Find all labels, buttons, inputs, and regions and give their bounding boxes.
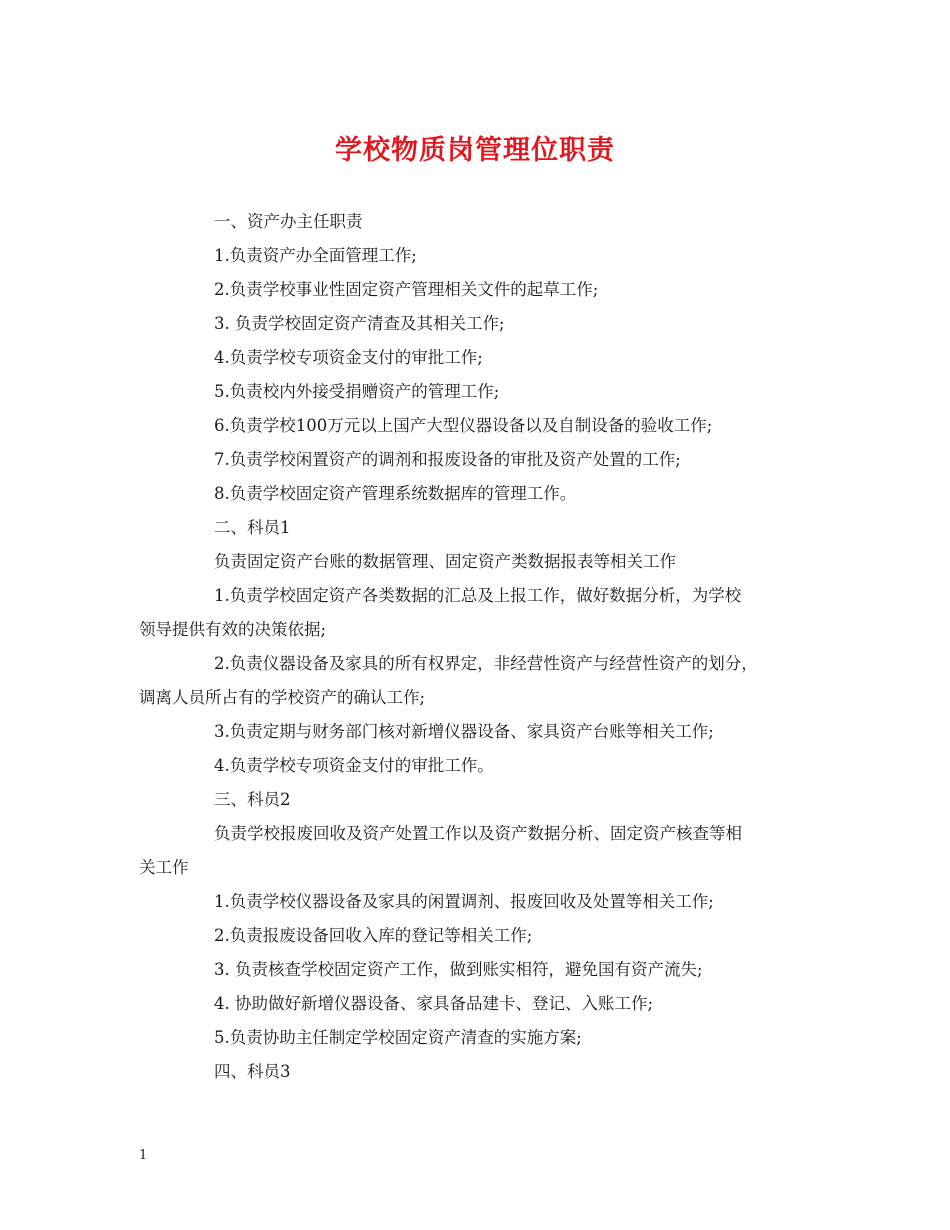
text-line: 调离人员所占有的学校资产的确认工作; — [139, 688, 426, 707]
text-line: 4.负责学校专项资金支付的审批工作。 — [214, 756, 494, 775]
text-line: 5.负责协助主任制定学校固定资产清查的实施方案; — [214, 1028, 582, 1047]
text-line: 关工作 — [139, 858, 189, 877]
text-line: 4.负责学校专项资金支付的审批工作; — [214, 348, 483, 367]
text-line: 2.负责学校事业性固定资产管理相关文件的起草工作; — [214, 280, 599, 299]
text-line: 负责学校报废回收及资产处置工作以及资产数据分析、固定资产核查等相 — [214, 824, 742, 843]
text-line: 二、科员1 — [214, 518, 291, 537]
text-line: 8.负责学校固定资产管理系统数据库的管理工作。 — [214, 484, 577, 503]
text-line: 四、科员3 — [214, 1062, 291, 1081]
text-line: 3. 负责核查学校固定资产工作，做到账实相符，避免国有资产流失; — [214, 960, 703, 979]
text-line: 5.负责校内外接受捐赠资产的管理工作; — [214, 382, 500, 401]
page-number: 1 — [139, 1148, 148, 1163]
document-body — [139, 205, 819, 1089]
text-line: 领导提供有效的决策依据; — [139, 620, 327, 639]
text-line: 7.负责学校闲置资产的调剂和报废设备的审批及资产处置的工作; — [214, 450, 681, 469]
text-line: 三、科员2 — [214, 790, 291, 809]
text-line: 一、资产办主任职责 — [214, 212, 363, 231]
text-line: 1.负责学校仪器设备及家具的闲置调剂、报废回收及处置等相关工作; — [214, 892, 714, 911]
text-line: 3.负责定期与财务部门核对新增仪器设备、家具资产台账等相关工作; — [214, 722, 714, 741]
text-line: 4. 协助做好新增仪器设备、家具备品建卡、登记、入账工作; — [214, 994, 654, 1013]
text-line: 负责固定资产台账的数据管理、固定资产类数据报表等相关工作 — [214, 552, 676, 571]
text-line: 1.负责资产办全面管理工作; — [214, 246, 417, 265]
page-title: 学校物质岗管理位职责 — [335, 135, 615, 166]
text-line: 2.负责仪器设备及家具的所有权界定，非经营性资产与经营性资产的划分， — [214, 654, 758, 673]
text-line: 3. 负责学校固定资产清查及其相关工作; — [214, 314, 505, 333]
text-line: 6.负责学校100万元以上国产大型仪器设备以及自制设备的验收工作; — [214, 416, 713, 435]
text-line: 2.负责报废设备回收入库的登记等相关工作; — [214, 926, 533, 945]
text-line: 1.负责学校固定资产各类数据的汇总及上报工作，做好数据分析，为学校 — [214, 586, 742, 605]
